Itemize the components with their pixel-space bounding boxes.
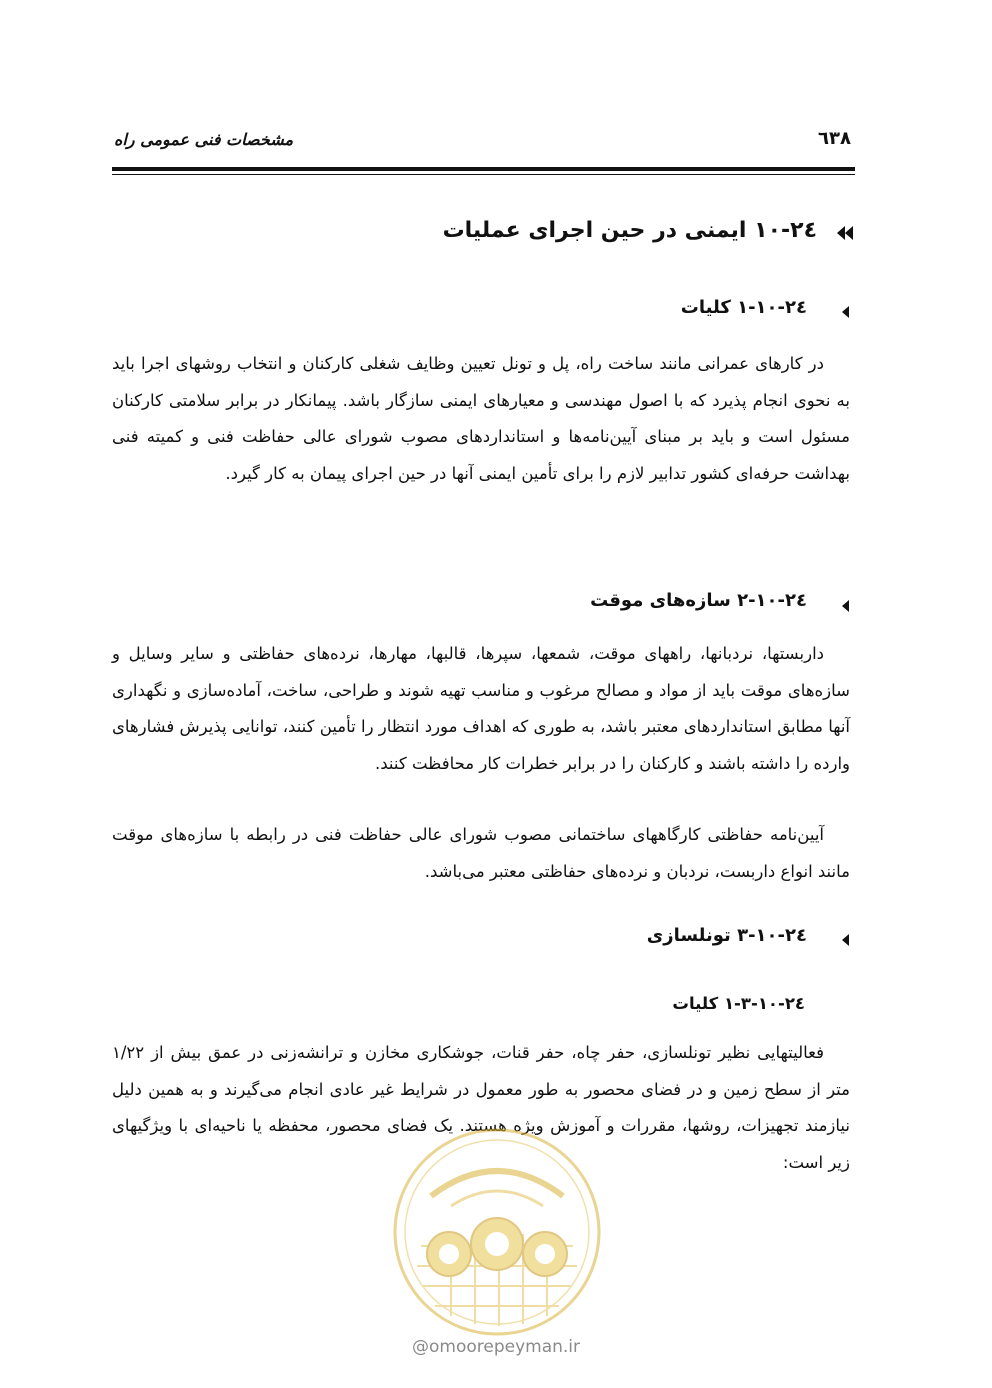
section-2-paragraph-2	[112, 817, 850, 890]
header-rule-thick	[112, 167, 855, 171]
section-heading-3: ٢٤-١٠-٣ تونلسازی	[646, 925, 807, 946]
section-1-paragraph	[112, 346, 850, 492]
section-1-text: در کارهای عمرانی مانند ساخت راه، پل و تونل تعیین وظایف شغلی کارکنان و انتخاب روشهای اجرا باید به نحوی انجام پذیرد که با اصول مهندسی و معیارهای ایمنی سازگار باشد. پیمانکار در برابر سلامتی کارکنان مسئول است و باید بر مبنای آیین‌نامه‌ها و استانداردهای مصوب شورای عالی حفاظت فنی و کمیته فنی بهداشت حرفه‌ای کشور تدابیر لازم را برای تأمین ایمنی آنها در حین اجرای پیمان به کار گیرد.	[112, 354, 850, 483]
watermark-url: @omoorepeyman.ir	[411, 1337, 581, 1357]
arrow-bullet-icon	[842, 934, 850, 946]
section-2-text-1: داربستها، نردبانها، راههای موقت، شمعها، سپرها، قالبها، مهارها، نرده‌های حفاظتی و سایر وسایل و سازه‌های موقت باید از مواد و مصالح مرغوب و مناسب تهیه شوند و طراحی، ساخت، آماده‌سازی و نگهداری آنها مطابق استانداردهای معتبر باشد، به طوری که اهداف مورد انتظار را تأمین کنند، توانایی پذیرش فشارهای وارده را داشته باشند و کارکنان را در برابر خطرات کار محافظت کنند.	[111, 644, 850, 773]
subsection-heading-3-1: ٢٤-١٠-٣-١ کلیات	[672, 994, 805, 1013]
section-3-1-text: فعالیتهایی نظیر تونلسازی، حفر چاه، حفر قنات، جوشکاری مخازن و ترانشه‌زنی در عمق بیش از ١/٢٢ متر از سطح زمین و در فضای محصور به طور معمول در شرایط غیر عادی انجام می‌گیرند و به همین دلیل نیازمند تجهیزات، روشها، مقررات و آموزش ویژه هستند. یک فضای محصور، محفظه یا ناحیه‌ای با ویژگیهای زیر است:	[112, 1043, 850, 1172]
header-rule-thin	[112, 174, 855, 175]
section-heading-1: ٢٤-١٠-١ کلیات	[680, 297, 807, 318]
section-2-paragraph-1	[112, 636, 850, 782]
arrow-bullet-icon	[842, 306, 850, 318]
running-title: مشخصات فنی عمومی راه	[114, 130, 294, 149]
section-heading-2: ٢٤-١٠-٢ سازه‌های موقت	[590, 590, 807, 611]
arrow-bullet-icon	[842, 600, 850, 612]
section-2-text-2: آیین‌نامه حفاظتی کارگاههای ساختمانی مصوب شورای عالی حفاظت فنی در رابطه با سازه‌های موقت مانند انواع داربست، نردبان و نرده‌های حفاظتی معتبر می‌باشد.	[112, 825, 850, 881]
page-number: ٦٣٨	[818, 128, 851, 149]
main-heading: ٢٤-١٠ ایمنی در حین اجرای عملیات	[442, 218, 817, 243]
seal-logo-icon	[391, 1126, 603, 1338]
